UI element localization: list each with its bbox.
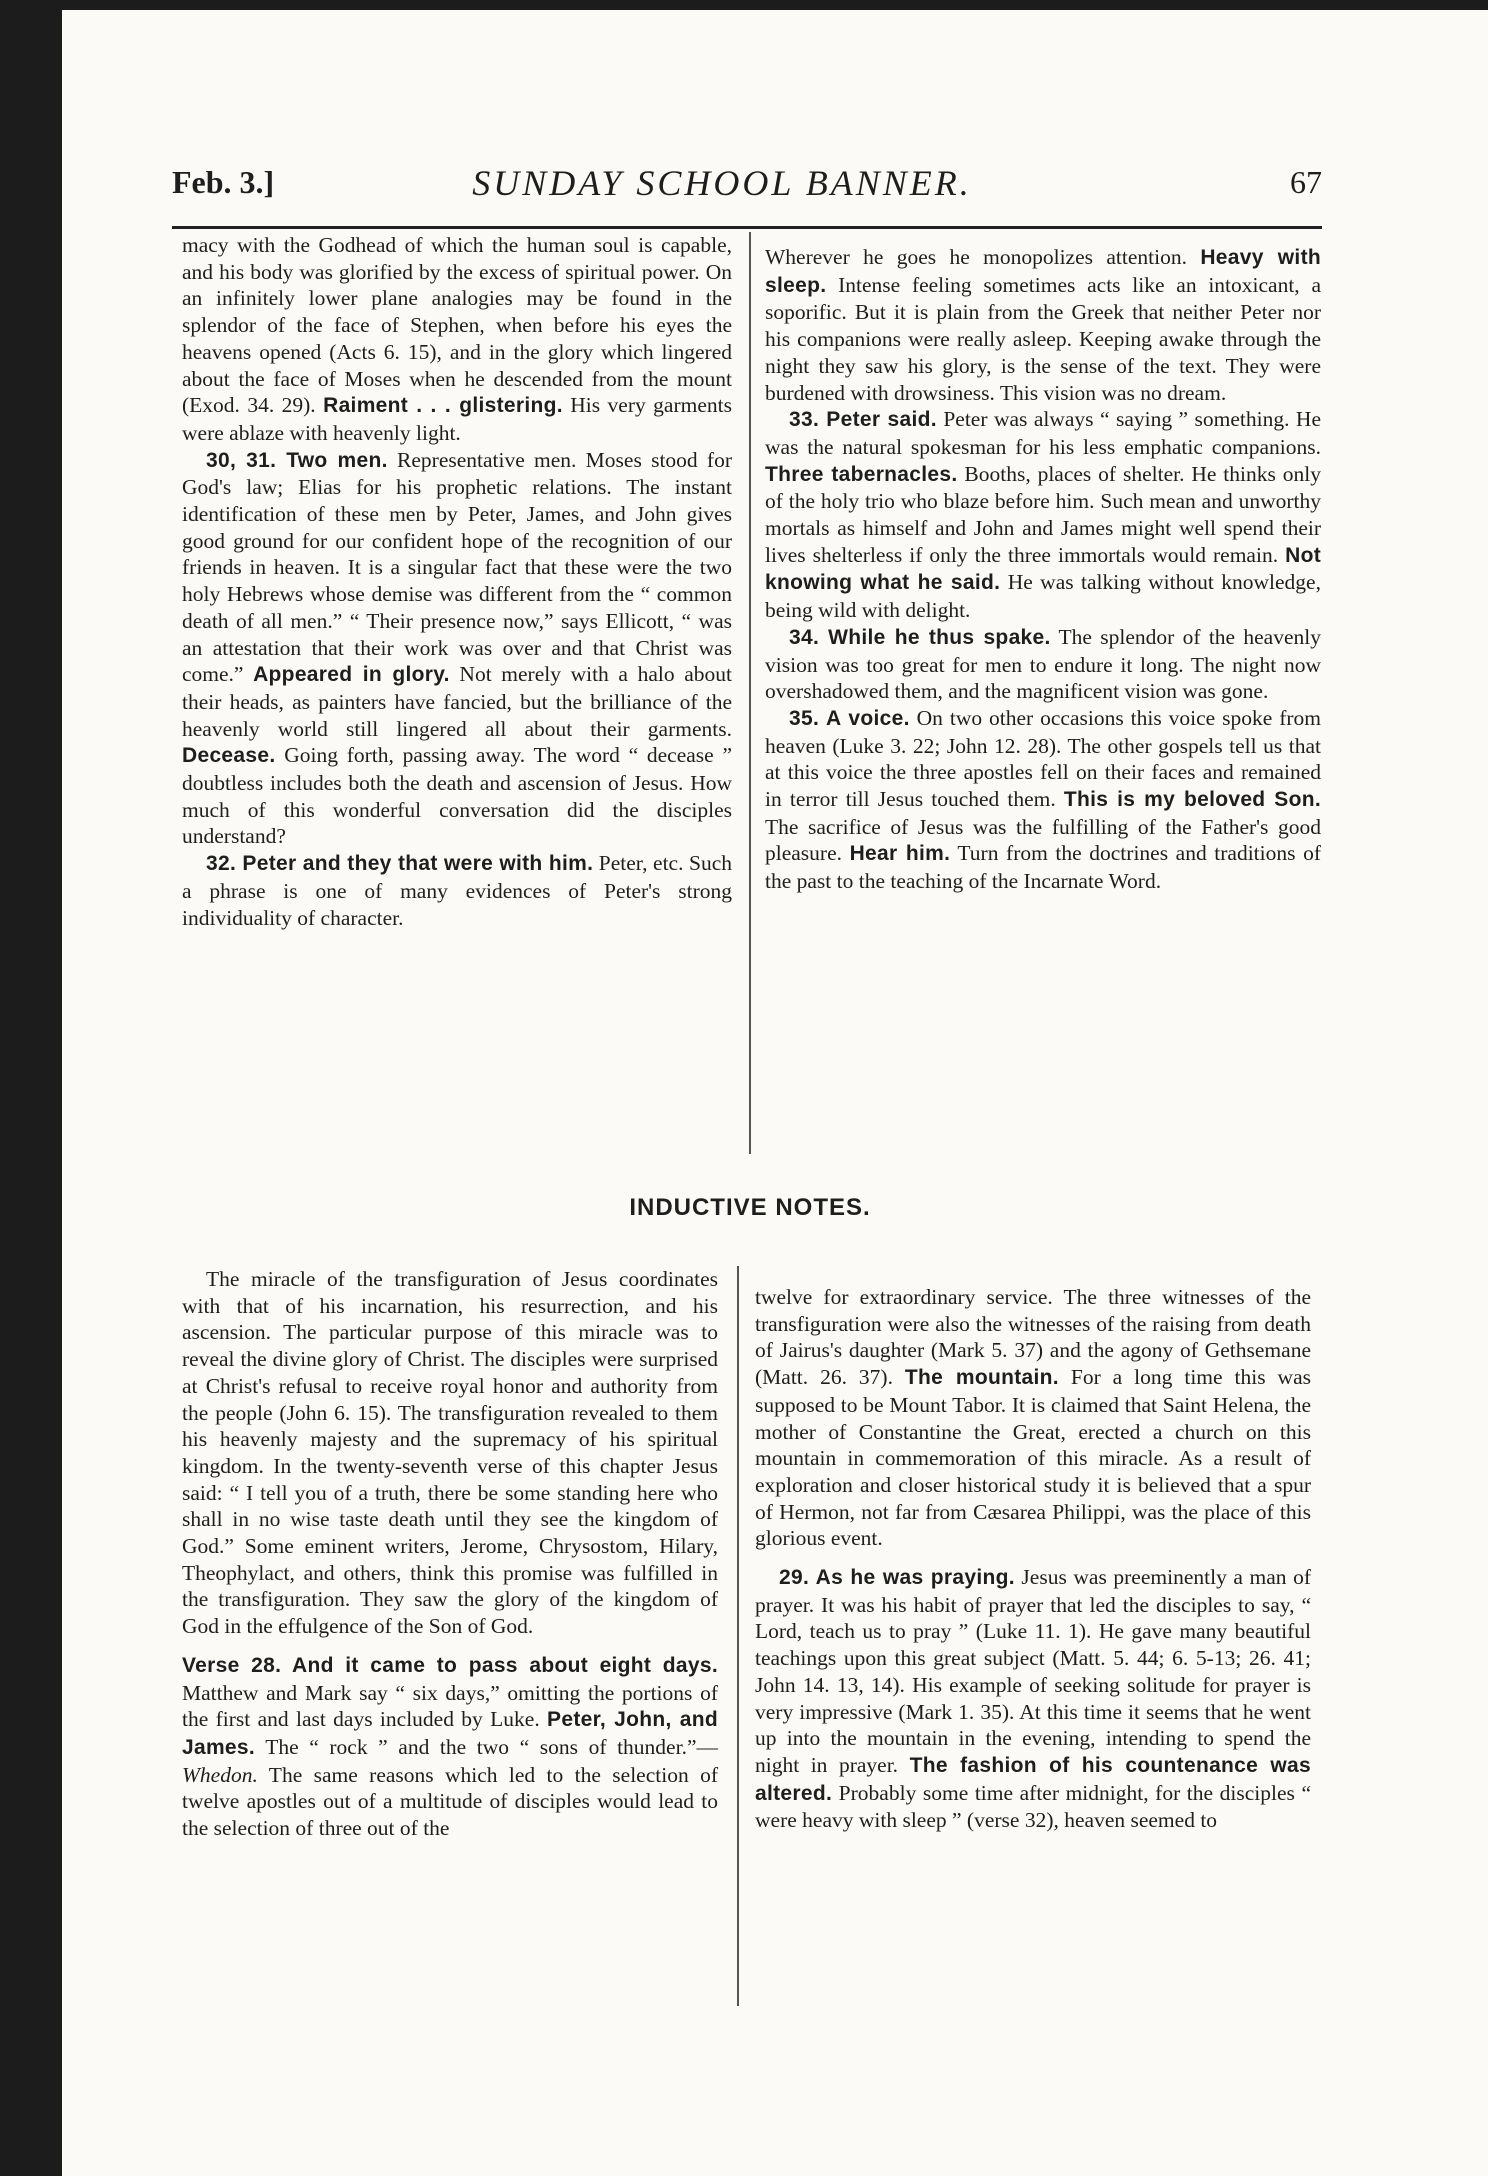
header-rule [172, 226, 1322, 229]
body-text: Peter was always “ saying ” something. He was the natural spokesman for his less emphatic companions. [765, 407, 1321, 459]
paragraph [182, 232, 732, 447]
body-text: The sacrifice of Jesus was the fulfilling of the Father's good pleasure. [765, 814, 1321, 866]
verse-heading: 30, 31. Two men. [206, 448, 388, 472]
column-divider-bottom [737, 1266, 739, 2006]
body-text: He was talking without knowledge, being wild with delight. [765, 570, 1321, 623]
bold-lemma: This is my beloved Son. [1063, 788, 1322, 812]
body-text: Probably some time after midnight, for the disciples “ were heavy with sleep ” (verse 32), heaven seemed to [755, 1780, 1311, 1833]
body-text: The same reasons which led to the selection of twelve apostles out of a multitude of disciples would lead to the selection of three out of the [182, 1762, 718, 1841]
body-text: Peter, etc. Such a phrase is one of many evidences of Peter's strong individuality of character. [182, 851, 733, 930]
body-text: His very garments were ablaze with heavenly light. [182, 393, 732, 445]
verse-heading: 29. As he was praying. [779, 1566, 1015, 1590]
body-text: The splendor of the heavenly vision was too great for men to endure it long. The night now overshadowed them, and the magnificent vision was gone. [765, 624, 1321, 704]
bold-lemma: The mountain. [904, 1366, 1059, 1390]
bold-lemma: Not knowing what he said. [765, 543, 1321, 595]
column-4 [755, 1284, 1311, 1834]
paragraph [182, 447, 732, 851]
column-2 [765, 244, 1321, 895]
body-text: Jesus was preeminently a man of prayer. It was his habit of prayer that led the disciples to say, “ Lord, teach us to pray ” (Luke 11. 1). He gave many beautiful teachings upon this great subject (Matt. 5. 44; 6. 5-13; 26. 41; John 14. 13, 14). His example of seeking solitude for prayer is very impressive (Mark 1. 35). At this time it seems that he went up into the mountain in the evening, intending to spend the night in prayer. [755, 1565, 1311, 1777]
body-text: Matthew and Mark say “ six days,” omitting the portions of the first and last days included by Luke. [182, 1680, 718, 1732]
body-text: Turn from the doctrines and traditions of the past to the teaching of the Incarnate Word. [765, 841, 1321, 894]
verse-heading: 34. While he thus spake. [789, 625, 1051, 649]
paragraph [765, 705, 1321, 895]
bold-lemma: Hear him. [849, 842, 951, 866]
bold-lemma: Heavy with sleep. [765, 246, 1321, 297]
body-text: The “ rock ” and the two “ sons of thunder.”— [255, 1734, 718, 1759]
body-text: Going forth, passing away. The word “ decease ” doubtless includes both the death and ascension of Jesus. How much of this wonderful conversation did the disciples understand? [182, 743, 732, 849]
bold-lemma: Three tabernacles. [765, 462, 958, 486]
body-text: macy with the Godhead of which the human soul is capable, and his body was glorified by the excess of spiritual power. On an infinitely lower plane analogies may be found in the splendor of the face of Stephen, when before his eyes the heavens opened (Acts 6. 15), and in the glory which lingered about the face of Moses when he descended from the mount (Exod. 34. 29). [182, 233, 732, 418]
section-title: INDUCTIVE NOTES. [629, 1194, 871, 1221]
page-number: 67 [1290, 164, 1322, 200]
italic-citation: Whedon. [182, 1762, 258, 1787]
paragraph [182, 1652, 718, 1842]
paragraph [755, 1284, 1311, 1552]
body-text: For a long time this was supposed to be Mount Tabor. It is claimed that Saint Helena, the mother of Constantine the Great, erected a church on this mountain in commemoration of this miracle. As a result of exploration and closer historical study it is believed that a spur of Hermon, not far from Cæsarea Philippi, was the place of this glorious event. [755, 1365, 1311, 1551]
body-text: Wherever he goes he monopolizes attention. [765, 245, 1201, 269]
verse-heading: 32. Peter and they that were with him. [206, 852, 594, 876]
column-divider-top [749, 232, 751, 1154]
column-3 [182, 1266, 718, 1842]
header-date: Feb. 3.] [172, 164, 275, 200]
verse-heading: Verse 28. And it came to pass about eight days. [182, 1653, 718, 1677]
body-text: Intense feeling sometimes acts like an intoxicant, a soporific. But it is plain from the Greek that neither Peter nor his companions were really asleep. Keeping awake through the night they saw his glory, is the sense of the text. They were burdened with drowsiness. This vision was no dream. [765, 272, 1321, 405]
paragraph [182, 850, 732, 931]
paragraph [182, 1266, 718, 1640]
running-header [172, 160, 1322, 216]
paragraph [765, 624, 1321, 705]
paragraph [765, 406, 1321, 624]
body-text: Representative men. Moses stood for God's law; Elias for his prophetic relations. The instant identification of these men by Peter, James, and John gives good ground for our confident hope of the recognition of our friends in heaven. It is a singular fact that these were the two holy Hebrews whose demise was different from the “ common death of all men.” “ Their presence now,” says Ellicott, “ was an attestation that their work was over and that Christ was come.” [182, 447, 732, 687]
verse-heading: 35. A voice. [789, 706, 910, 730]
verse-heading: 33. Peter said. [789, 408, 937, 432]
bold-lemma: Appeared in glory. [253, 663, 450, 687]
bold-lemma: The fashion of his countenance was altered. [755, 1753, 1312, 1805]
bold-lemma: Decease. [182, 744, 276, 768]
column-1 [182, 232, 732, 931]
body-text: twelve for extraordinary service. The three witnesses of the transfiguration were also the witnesses of the raising from death of Jairus's daughter (Mark 5. 37) and the agony of Gethsemane (Matt. 26. 37). [755, 1285, 1311, 1390]
paragraph [765, 244, 1321, 406]
bold-lemma: Raiment . . . glistering. [323, 394, 563, 418]
header-title: SUNDAY SCHOOL BANNER. [472, 163, 972, 203]
body-text: The miracle of the transfiguration of Jesus coordinates with that of his incarnation, his resurrection, and his ascension. The particular purpose of this miracle was to reveal the divine glory of Christ. The disciples were surprised at Christ's refusal to receive royal honor and authority from the people (John 6. 15). The transfiguration revealed to them his heavenly majesty and the supremacy of his spiritual kingdom. In the twenty-seventh verse of this chapter Jesus said: “ I tell you of a truth, there be some standing here who shall in no wise taste death until they see the kingdom of God.” Some eminent writers, Jerome, Chrysostom, Hilary, Theophylact, and others, think this promise was fulfilled in the transfiguration. They saw the glory of the kingdom of God in the effulgence of the Son of God. [182, 1267, 718, 1639]
bold-lemma: Peter, John, and James. [182, 1708, 718, 1759]
body-text: On two other occasions this voice spoke from heaven (Luke 3. 22; John 12. 28). The other gospels tell us that at this voice the three apostles fell on their faces and remained in terror till Jesus touched them. [765, 705, 1321, 812]
body-text: Not merely with a halo about their heads, as painters have fancied, but the brilliance of the heavenly world still lingered all about their garments. [182, 662, 732, 741]
body-text: Booths, places of shelter. He thinks only of the holy trio who blaze before him. Such mean and unworthy mortals as himself and John and James might well spend their lives shelterless if only the three immortals would remain. [765, 461, 1321, 567]
paragraph [755, 1564, 1311, 1834]
